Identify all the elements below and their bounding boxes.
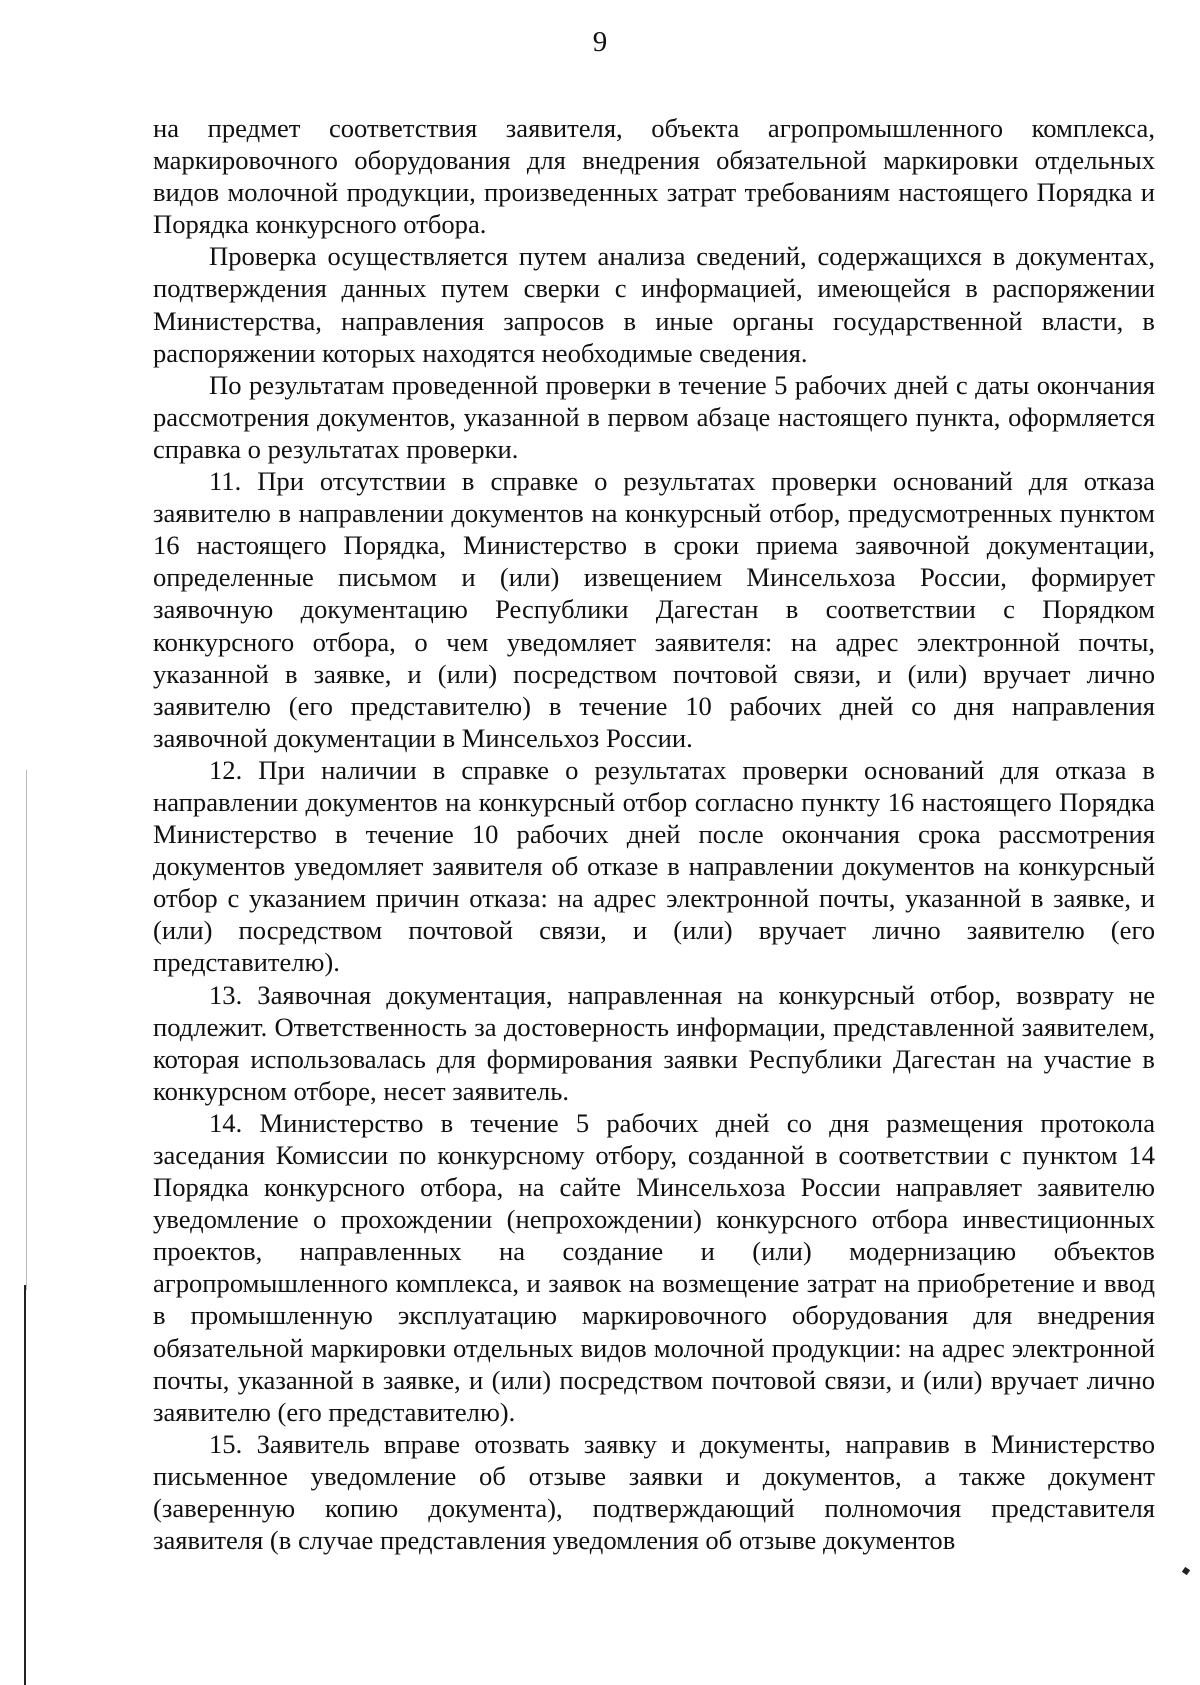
paragraph-clause-11: 11. При отсутствии в справке о результатах проверки оснований для отказа заявителю в направлении документов на конкурсный отбор, предусмотренных пунктом 16 настоящего Порядка, Министерство в сроки приема заявочной документации, определенные письмом и (или) извещением Минсельхоза России, формирует заявочную документацию Республики Дагестан в соответствии с Порядком конкурсного отбора, о чем уведомляет заявителя: на адрес электронной почты, указанной в заявке, и (или) посредством почтовой связи, и (или) вручает лично заявителю (его представителю) в течение 10 рабочих дней со дня направления заявочной документации в Минсельхоз России. [153,466,1155,753]
paragraph-verification-result: По результатам проведенной проверки в течение 5 рабочих дней с даты окончания рассмотрения документов, указанной в первом абзаце настоящего пункта, оформляется справка о результатах проверки. [153,369,1155,464]
paragraph-clause-12: 12. При наличии в справке о результатах проверки оснований для отказа в направлении документов на конкурсный отбор согласно пункту 16 настоящего Порядка Министерство в течение 10 рабочих дней после окончания срока рассмотрения документов уведомляет заявителя об отказе в направлении документов на конкурсный отбор с указанием причин отказа: на адрес электронной почты, указанной в заявке, и (или) посредством почтовой связи, и (или) вручает лично заявителю (его представителю). [153,754,1155,978]
paragraph-clause-13: 13. Заявочная документация, направленная на конкурсный отбор, возврату не подлежит. Ответственность за достоверность информации, представленной заявителем, которая использовалась для формирования заявки Республики Дагестан на участие в конкурсном отборе, несет заявитель. [153,979,1155,1106]
paragraph-verification: Проверка осуществляется путем анализа сведений, содержащихся в документах, подтверждения данных путем сверки с информацией, имеющейся в распоряжении Министерства, направления запросов в иные органы государственной власти, в распоряжении которых находятся необходимые сведения. [153,241,1155,368]
scan-edge-mark [1182,1567,1190,1575]
paragraph-continuation: на предмет соответствия заявителя, объекта агропромышленного комплекса, маркировочного оборудования для внедрения обязательной маркировки отдельных видов молочной продукции, произведенных затрат требованиям настоящего Порядка и Порядка конкурсного отбора. [153,113,1155,240]
page-number: 9 [592,26,608,58]
paragraph-clause-14: 14. Министерство в течение 5 рабочих дней со дня размещения протокола заседания Комиссии по конкурсному отбору, созданной в соответствии с пунктом 14 Порядка конкурсного отбора, на сайте Минсельхоза России направляет заявителю уведомление о прохождении (непрохождении) конкурсного отбора инвестиционных проектов, направленных на создание и (или) модернизацию объектов агропромышленного комплекса, и заявок на возмещение затрат на приобретение и ввод в промышленную эксплуатацию маркировочного оборудования для внедрения обязательной маркировки отдельных видов молочной продукции: на адрес электронной почты, указанной в заявке, и (или) посредством почтовой связи, и (или) вручает лично заявителю (его представителю). [153,1107,1155,1427]
scan-margin-line-faint [26,770,27,1290]
paragraph-clause-15: 15. Заявитель вправе отозвать заявку и документы, направив в Министерство письменное уведомление об отзыве заявки и документов, а также документ (заверенную копию документа), подтверждающий полномочия представителя заявителя (в случае представления уведомления об отзыве документов [153,1428,1155,1556]
document-body [153,112,1155,1556]
scan-margin-line [24,1285,26,1685]
